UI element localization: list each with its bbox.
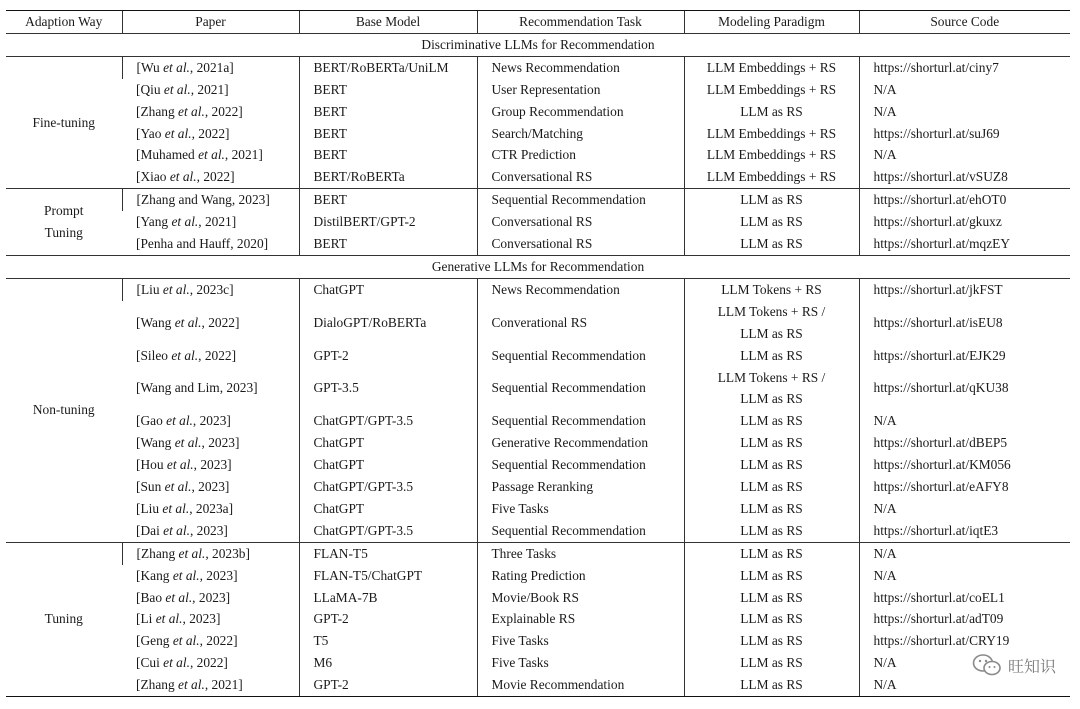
adaption-way-cell: Non-tuning — [32, 402, 95, 418]
adaption-way-cell: Fine-tuning — [32, 114, 95, 130]
paper-author: [Sileo — [136, 347, 172, 363]
section-header-row — [6, 33, 1070, 56]
table-row — [6, 565, 1070, 587]
task-cell: Group Recommendation — [477, 101, 684, 123]
task-cell: Sequential Recommendation — [477, 345, 684, 367]
header-recommendation-task: Recommendation Task — [477, 11, 684, 34]
paradigm-cell: LLM as RS — [684, 432, 859, 454]
paradigm-cell: LLM as RS — [684, 211, 859, 233]
paper-author: [Gao — [136, 413, 167, 429]
paper-year: , 2022] — [196, 169, 235, 185]
paradigm-cell: LLM as RS — [684, 101, 859, 123]
paper-cell — [122, 211, 299, 233]
paper-et-al: et al. — [166, 457, 194, 473]
paper-author: [Zhang — [136, 677, 179, 693]
paper-cell — [122, 674, 299, 696]
header-base-model: Base Model — [299, 11, 477, 34]
paper-cell — [122, 79, 299, 101]
paper-year: , 2023] — [201, 435, 240, 451]
paper-et-al: et al. — [178, 545, 206, 561]
paper-author: [Xiao — [136, 169, 170, 185]
table-row — [6, 123, 1070, 145]
watermark-text: 旺知识 — [1007, 656, 1056, 676]
base-model-cell: DialoGPT/RoBERTa — [299, 301, 477, 345]
paper-et-al: et al. — [178, 103, 205, 119]
source-code-cell: https://shorturl.at/dBEP5 — [859, 432, 1070, 454]
paper-et-al: et al. — [163, 59, 190, 75]
source-code-cell: N/A — [859, 542, 1070, 564]
paper-year: , 2021] — [190, 81, 229, 97]
paper-author: [Dai — [136, 522, 164, 538]
paper-author: [Cui — [136, 655, 164, 671]
paradigm-cell: LLM Embeddings + RS — [684, 144, 859, 166]
source-code-cell: https://shorturl.at/iqtE3 — [859, 520, 1070, 542]
paper-year: , 2022] — [191, 125, 230, 141]
paper-author: [Sun — [136, 479, 165, 495]
paper-cell — [122, 520, 299, 542]
paper-author: [Qiu — [136, 81, 164, 97]
paper-year: , 2022] — [189, 655, 228, 671]
paper-cell — [122, 652, 299, 674]
paper-year: , 2022] — [199, 633, 238, 649]
survey-table — [6, 10, 1070, 697]
table-row — [6, 410, 1070, 432]
paper-year: , 2023b] — [205, 545, 250, 561]
task-cell: Movie/Book RS — [477, 587, 684, 609]
paper-cell — [122, 123, 299, 145]
paper-et-al: et al. — [172, 567, 200, 583]
task-cell: Rating Prediction — [477, 565, 684, 587]
paradigm-cell: LLM Embeddings + RS — [684, 79, 859, 101]
section-title: Generative LLMs for Recommendation — [6, 255, 1070, 278]
header-paper: Paper — [122, 11, 299, 34]
task-cell: News Recommendation — [477, 56, 684, 78]
task-cell: User Representation — [477, 79, 684, 101]
paper-author: [Yao — [136, 125, 165, 141]
base-model-cell: ChatGPT/GPT-3.5 — [299, 410, 477, 432]
paper-author: [Yang — [136, 214, 172, 230]
paper-et-al: et al. — [163, 81, 191, 97]
base-model-cell: GPT-2 — [299, 674, 477, 696]
paradigm-cell: LLM as RS — [684, 476, 859, 498]
source-code-cell: N/A — [859, 101, 1070, 123]
table-row — [6, 166, 1070, 188]
paradigm-cell: LLM as RS — [684, 410, 859, 432]
task-cell: Sequential Recommendation — [477, 454, 684, 476]
paper-author: [Li — [136, 611, 156, 627]
table-row — [6, 144, 1070, 166]
paper-year: , 2023] — [189, 522, 228, 538]
paper-cell — [122, 166, 299, 188]
source-code-cell: https://shorturl.at/coEL1 — [859, 587, 1070, 609]
paradigm-cell: LLM as RS — [684, 565, 859, 587]
source-code-cell: https://shorturl.at/EJK29 — [859, 345, 1070, 367]
paper-cell — [122, 233, 299, 255]
table-row — [6, 278, 1070, 300]
base-model-cell: FLAN-T5/ChatGPT — [299, 565, 477, 587]
paper-cell — [122, 345, 299, 367]
task-cell: Sequential Recommendation — [477, 410, 684, 432]
paper-cell — [122, 101, 299, 123]
paradigm-cell: LLM as RS — [684, 630, 859, 652]
paradigm-cell: LLM Tokens + RS / LLM as RS — [684, 301, 859, 345]
task-cell: Converational RS — [477, 301, 684, 345]
paper-year: , 2023] — [193, 457, 232, 473]
table-row — [6, 301, 1070, 345]
task-cell: Five Tasks — [477, 630, 684, 652]
paper-et-al: et al. — [178, 677, 205, 693]
header-source-code: Source Code — [859, 11, 1070, 34]
paradigm-cell: LLM as RS — [684, 189, 859, 211]
header-modeling-paradigm: Modeling Paradigm — [684, 11, 859, 34]
base-model-cell: M6 — [299, 652, 477, 674]
task-cell: Search/Matching — [477, 123, 684, 145]
base-model-cell: BERT/RoBERTa — [299, 166, 477, 188]
task-cell: Conversational RS — [477, 233, 684, 255]
task-cell: Sequential Recommendation — [477, 520, 684, 542]
base-model-cell: GPT-2 — [299, 345, 477, 367]
header-row — [6, 11, 1070, 34]
table-row — [6, 674, 1070, 696]
base-model-cell: ChatGPT/GPT-3.5 — [299, 476, 477, 498]
source-code-cell: https://shorturl.at/mqzEY — [859, 233, 1070, 255]
paper-cell — [122, 278, 299, 300]
base-model-cell: BERT — [299, 144, 477, 166]
task-cell: News Recommendation — [477, 278, 684, 300]
paper-year: , 2022] — [204, 103, 243, 119]
base-model-cell: DistilBERT/GPT-2 — [299, 211, 477, 233]
paper-et-al: et al. — [162, 500, 190, 516]
paper-cell — [122, 432, 299, 454]
task-cell: Five Tasks — [477, 498, 684, 520]
source-code-cell: N/A — [859, 144, 1070, 166]
table-row — [6, 630, 1070, 652]
source-code-cell: N/A — [859, 79, 1070, 101]
paradigm-cell: LLM as RS — [684, 674, 859, 696]
base-model-cell: BERT — [299, 189, 477, 211]
table-row — [6, 652, 1070, 674]
source-code-cell: N/A — [859, 565, 1070, 587]
base-model-cell: BERT — [299, 79, 477, 101]
paradigm-cell: LLM as RS — [684, 498, 859, 520]
paper-et-al: et al. — [164, 479, 192, 495]
paper-author: [Zhang — [136, 545, 179, 561]
paper-author: [Liu — [136, 281, 163, 297]
paper-author: [Zhang — [136, 103, 179, 119]
task-cell: Five Tasks — [477, 652, 684, 674]
source-code-cell: N/A — [859, 674, 1070, 696]
paper-year: , 2023] — [199, 567, 238, 583]
paper-year: , 2023] — [192, 589, 231, 605]
paper-et-al: et al. — [164, 125, 192, 141]
paper-cell — [122, 410, 299, 432]
paper-author: [Wang and Lim, 2023] — [136, 380, 258, 396]
paper-cell — [122, 608, 299, 630]
paper-author: [Wang — [136, 314, 175, 330]
paper-year: , 2023c] — [189, 281, 234, 297]
base-model-cell: ChatGPT — [299, 278, 477, 300]
paper-et-al: et al. — [166, 413, 193, 429]
paper-cell — [122, 189, 299, 211]
base-model-cell: ChatGPT — [299, 432, 477, 454]
task-cell: Conversational RS — [477, 166, 684, 188]
table-row — [6, 211, 1070, 233]
paper-author: [Wu — [136, 59, 164, 75]
paper-et-al: et al. — [171, 347, 199, 363]
base-model-cell: BERT — [299, 233, 477, 255]
base-model-cell: GPT-3.5 — [299, 367, 477, 411]
paradigm-cell: LLM as RS — [684, 520, 859, 542]
paper-cell — [122, 301, 299, 345]
base-model-cell: BERT — [299, 123, 477, 145]
paradigm-cell: LLM Tokens + RS — [684, 278, 859, 300]
paper-year: , 2021] — [198, 214, 237, 230]
base-model-cell: GPT-2 — [299, 608, 477, 630]
paper-cell — [122, 454, 299, 476]
table-row — [6, 476, 1070, 498]
base-model-cell: T5 — [299, 630, 477, 652]
source-code-cell: https://shorturl.at/gkuxz — [859, 211, 1070, 233]
paper-cell — [122, 367, 299, 411]
task-cell: Three Tasks — [477, 542, 684, 564]
task-cell: Conversational RS — [477, 211, 684, 233]
paradigm-cell: LLM Embeddings + RS — [684, 166, 859, 188]
table-row — [6, 233, 1070, 255]
table-row — [6, 587, 1070, 609]
section-title: Discriminative LLMs for Recommendation — [6, 33, 1070, 56]
table-row — [6, 454, 1070, 476]
source-code-cell: https://shorturl.at/suJ69 — [859, 123, 1070, 145]
table-row — [6, 79, 1070, 101]
adaption-way-cell: Tuning — [6, 542, 122, 696]
table-row — [6, 189, 1070, 211]
base-model-cell: ChatGPT — [299, 498, 477, 520]
paradigm-cell: LLM as RS — [684, 345, 859, 367]
section-header-row — [6, 255, 1070, 278]
paper-year: , 2023a] — [189, 500, 234, 516]
base-model-cell: ChatGPT — [299, 454, 477, 476]
wechat-icon — [972, 653, 1002, 677]
source-code-cell: https://shorturl.at/ehOT0 — [859, 189, 1070, 211]
paper-cell — [122, 498, 299, 520]
paradigm-cell: LLM Embeddings + RS — [684, 56, 859, 78]
paper-author: [Muhamed — [136, 147, 199, 163]
paper-year: , 2021] — [224, 147, 263, 163]
paper-cell — [122, 630, 299, 652]
paradigm-cell: LLM as RS — [684, 454, 859, 476]
paper-et-al: et al. — [155, 611, 183, 627]
paper-year: , 2023] — [192, 413, 231, 429]
paper-cell — [122, 56, 299, 78]
paper-et-al: et al. — [174, 314, 202, 330]
table-row — [6, 608, 1070, 630]
table-row — [6, 367, 1070, 411]
table-row — [6, 56, 1070, 78]
task-cell: Sequential Recommendation — [477, 367, 684, 411]
source-code-cell: https://shorturl.at/vSUZ8 — [859, 166, 1070, 188]
paper-year: , 2022] — [201, 314, 240, 330]
paper-cell — [122, 542, 299, 564]
table-row — [6, 432, 1070, 454]
paper-author: [Geng — [136, 633, 173, 649]
source-code-cell: N/A — [859, 410, 1070, 432]
task-cell: Generative Recommendation — [477, 432, 684, 454]
paper-author: [Wang — [136, 435, 175, 451]
task-cell: Movie Recommendation — [477, 674, 684, 696]
task-cell: Passage Reranking — [477, 476, 684, 498]
paradigm-cell: LLM as RS — [684, 652, 859, 674]
source-code-cell: https://shorturl.at/isEU8 — [859, 301, 1070, 345]
paper-year: , 2021] — [204, 677, 243, 693]
table-row — [6, 345, 1070, 367]
paper-year: , 2021a] — [189, 59, 234, 75]
header-adaption-way: Adaption Way — [6, 11, 122, 34]
base-model-cell: FLAN-T5 — [299, 542, 477, 564]
paradigm-cell: LLM as RS — [684, 233, 859, 255]
paper-author: [Penha and Hauff, 2020] — [136, 236, 269, 252]
paradigm-cell: LLM as RS — [684, 542, 859, 564]
paper-et-al: et al. — [165, 589, 193, 605]
table-row — [6, 498, 1070, 520]
paradigm-cell: LLM as RS — [684, 587, 859, 609]
paper-cell — [122, 587, 299, 609]
paper-author: [Kang — [136, 567, 173, 583]
paper-cell — [122, 144, 299, 166]
paradigm-cell: LLM Tokens + RS / LLM as RS — [684, 367, 859, 411]
base-model-cell: BERT — [299, 101, 477, 123]
source-code-cell: https://shorturl.at/CRY19 — [859, 630, 1070, 652]
paper-author: [Bao — [136, 589, 166, 605]
paper-et-al: et al. — [198, 147, 225, 163]
base-model-cell: LLaMA-7B — [299, 587, 477, 609]
source-code-cell: https://shorturl.at/adT09 — [859, 608, 1070, 630]
source-code-cell: https://shorturl.at/jkFST — [859, 278, 1070, 300]
watermark — [972, 653, 1056, 677]
table-row — [6, 520, 1070, 542]
task-cell: Explainable RS — [477, 608, 684, 630]
paper-year: , 2023] — [182, 611, 221, 627]
source-code-cell: https://shorturl.at/ciny7 — [859, 56, 1070, 78]
paper-cell — [122, 565, 299, 587]
paper-year: , 2023] — [191, 479, 230, 495]
table-row — [6, 101, 1070, 123]
paper-et-al: et al. — [169, 169, 197, 185]
paper-et-al: et al. — [163, 655, 190, 671]
paradigm-cell: LLM as RS — [684, 608, 859, 630]
base-model-cell: BERT/RoBERTa/UniLM — [299, 56, 477, 78]
task-cell: CTR Prediction — [477, 144, 684, 166]
paper-cell — [122, 476, 299, 498]
adaption-way-cell: Prompt Tuning — [6, 189, 122, 256]
source-code-cell: https://shorturl.at/eAFY8 — [859, 476, 1070, 498]
table-row — [6, 542, 1070, 564]
paper-year: , 2022] — [198, 347, 237, 363]
source-code-cell: N/A — [859, 498, 1070, 520]
paper-author: [Zhang and Wang, 2023] — [136, 192, 270, 208]
paper-author: [Liu — [136, 500, 163, 516]
paper-et-al: et al. — [172, 633, 200, 649]
paper-et-al: et al. — [162, 281, 190, 297]
task-cell: Sequential Recommendation — [477, 189, 684, 211]
paper-et-al: et al. — [163, 522, 190, 538]
paradigm-cell: LLM Embeddings + RS — [684, 123, 859, 145]
source-code-cell: N/A — [859, 652, 1070, 674]
paper-author: [Hou — [136, 457, 167, 473]
source-code-cell: https://shorturl.at/qKU38 — [859, 367, 1070, 411]
paper-et-al: et al. — [171, 214, 199, 230]
base-model-cell: ChatGPT/GPT-3.5 — [299, 520, 477, 542]
paper-et-al: et al. — [174, 435, 202, 451]
source-code-cell: https://shorturl.at/KM056 — [859, 454, 1070, 476]
